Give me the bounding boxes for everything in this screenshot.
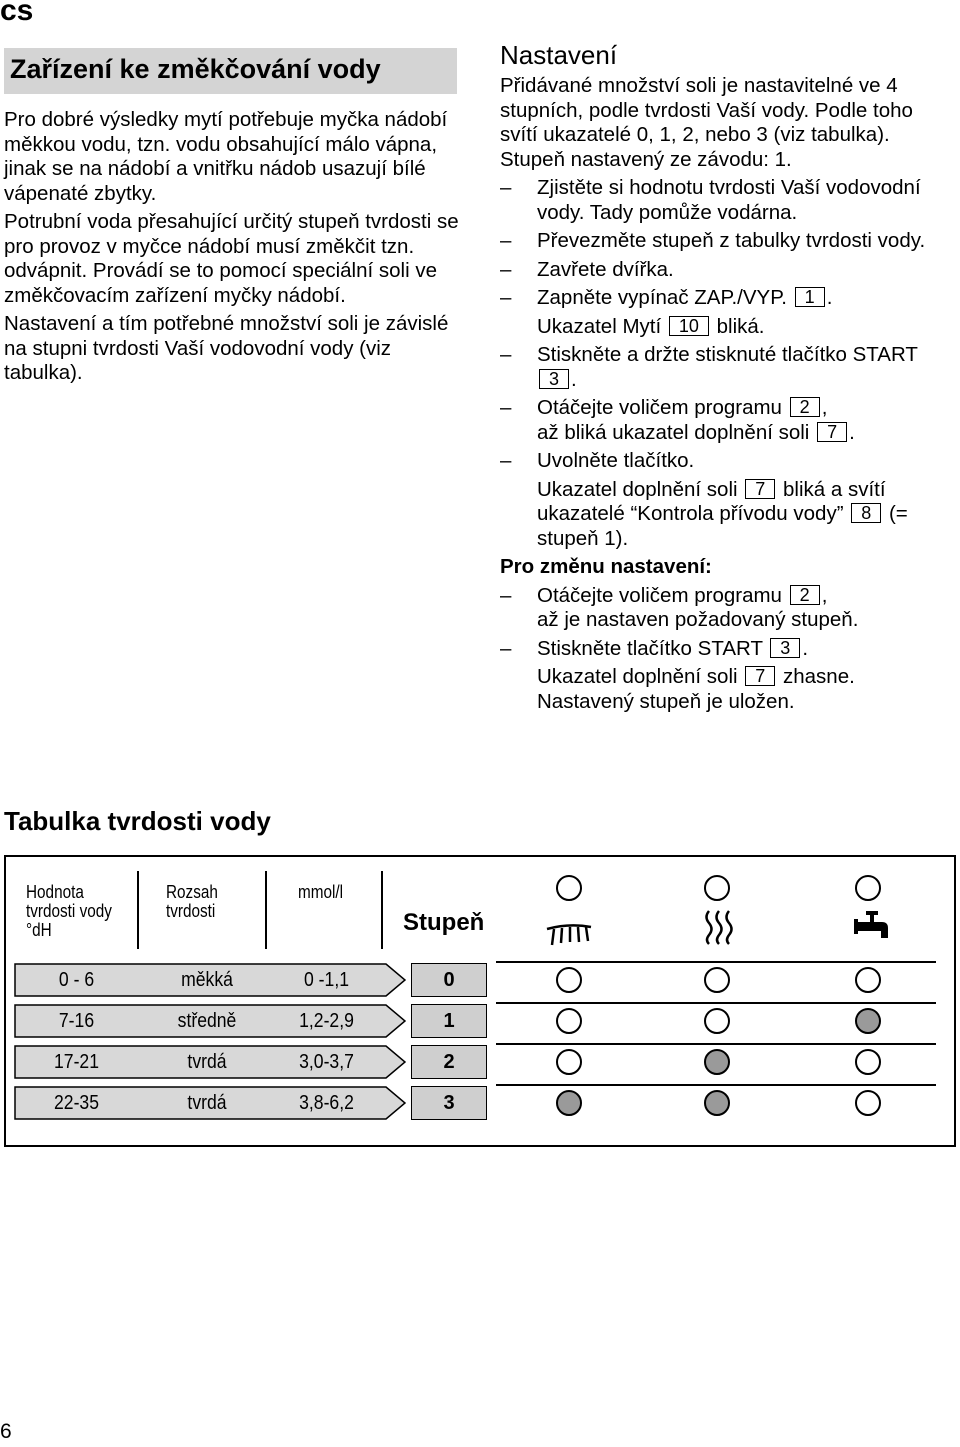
header-line: tvrdosti bbox=[166, 901, 216, 921]
cell-mmol: 0 -1,1 bbox=[303, 969, 350, 991]
table-title: Tabulka tvrdosti vody bbox=[4, 806, 271, 836]
key-ref: 10 bbox=[669, 316, 709, 336]
paragraph: Potrubní voda přesahující určitý stupeň tvrdosti se pro provoz v myčce nádobí musí změkčit tzn. odvápnit. Provádí se to pomocí speciální soli ve změkčovacím zařízení myčky nádobí. bbox=[4, 210, 459, 307]
step-text: Otáčejte voličem programu bbox=[537, 396, 782, 419]
step-text: až bliká ukazatel doplnění soli bbox=[537, 420, 810, 444]
language-code: cs bbox=[0, 0, 34, 27]
step-text: Zapněte vypínač ZAP./VYP. bbox=[537, 286, 787, 309]
water-tap-icon bbox=[854, 911, 890, 947]
section-title: Zařízení ke změkčování vody bbox=[10, 54, 381, 84]
indicator-lamp bbox=[704, 1049, 730, 1075]
dash: – bbox=[500, 396, 512, 419]
step: – Otáčejte voličem programu 2 , až bliká ukazatel doplnění soli 7 . bbox=[500, 396, 855, 444]
step-text: Otáčejte voličem programu bbox=[537, 583, 782, 607]
indicator-lamp bbox=[556, 1049, 582, 1075]
step-note bbox=[500, 315, 955, 340]
step: – Zapněte vypínač ZAP./VYP. 1 . bbox=[500, 286, 833, 309]
level-badge: 3 bbox=[411, 1086, 487, 1120]
indicator-lamp bbox=[704, 967, 730, 993]
level-badge: 1 bbox=[411, 1004, 487, 1038]
cell-mmol: 1,2-2,9 bbox=[299, 1010, 354, 1032]
step-text: Převezměte stupeň z tabulky tvrdosti vody. bbox=[537, 229, 926, 252]
table-row bbox=[14, 1086, 406, 1120]
section-title-bar bbox=[4, 48, 457, 94]
header-mmol: mmol/l bbox=[298, 882, 344, 902]
step-note bbox=[500, 665, 955, 714]
dash: – bbox=[500, 286, 512, 309]
step: – Stiskněte tlačítko START 3 . bbox=[500, 636, 809, 660]
settings-section bbox=[500, 40, 955, 718]
step-text: Stiskněte tlačítko START bbox=[537, 636, 763, 660]
dash: – bbox=[500, 583, 512, 607]
row-divider bbox=[496, 1084, 936, 1086]
note-text: bliká a svítí ukazatelé “Kontrola přívodu vody” bbox=[537, 477, 886, 525]
cell-dh: 7-16 bbox=[58, 1010, 95, 1032]
step-note bbox=[500, 478, 955, 552]
key-ref: 2 bbox=[790, 397, 820, 417]
paragraph: Pro dobré výsledky mytí potřebuje myčka nádobí měkkou vodu, tzn. vodu obsahující málo vápna, jinak se na nádobí a vnitřku nádob usazují bílé vápenaté zbytky. bbox=[4, 108, 448, 205]
header-line: °dH bbox=[26, 920, 52, 940]
note-text: bliká. bbox=[716, 314, 765, 338]
note-text: (= stupeň 1). bbox=[537, 502, 908, 550]
cell-range: měkká bbox=[181, 969, 233, 991]
cell-dh: 0 - 6 bbox=[58, 969, 95, 991]
divider bbox=[265, 871, 267, 949]
settings-heading: Nastavení bbox=[500, 40, 618, 70]
cell-dh: 17-21 bbox=[53, 1051, 100, 1073]
dash: – bbox=[500, 449, 512, 472]
header-line: Rozsah bbox=[166, 882, 218, 902]
key-ref: 1 bbox=[795, 287, 825, 307]
key-ref: 7 bbox=[817, 422, 847, 442]
indicator-lamp bbox=[556, 967, 582, 993]
cell-range: tvrdá bbox=[187, 1051, 227, 1073]
note-text: Ukazatel doplnění soli bbox=[537, 665, 738, 688]
note-text: Nastavený stupeň je uložen. bbox=[537, 689, 795, 713]
table-row bbox=[14, 963, 406, 997]
table-row bbox=[14, 1045, 406, 1079]
indicator-lamp bbox=[556, 1090, 582, 1116]
table-row bbox=[14, 1004, 406, 1038]
indicator-lamp bbox=[556, 875, 582, 901]
salt-steam-icon bbox=[703, 909, 737, 945]
row-divider bbox=[496, 1002, 936, 1004]
paragraph: Nastavení a tím potřebné množství soli je závislé na stupni tvrdosti Vaší vodovodní vody (viz tabulka). bbox=[4, 312, 449, 384]
step bbox=[500, 176, 955, 225]
indicator-lamp bbox=[855, 1008, 881, 1034]
indicator-lamp bbox=[855, 1090, 881, 1116]
settings-intro: Přidávané množství soli je nastavitelné ve 4 stupních, podle tvrdosti Vaší vody. Podle toho svítí ukazatelé 0, 1, 2, nebo 3 (viz tabulka). Stupeň nastavený ze závodu: 1. bbox=[500, 74, 913, 171]
indicator-lamp bbox=[704, 1008, 730, 1034]
dash: – bbox=[500, 257, 512, 281]
note-text: zhasne. bbox=[783, 665, 855, 688]
key-ref: 8 bbox=[851, 503, 881, 523]
dash: – bbox=[500, 176, 512, 199]
hardness-table bbox=[4, 855, 956, 1147]
header-level: Stupeň bbox=[403, 909, 485, 936]
step bbox=[500, 449, 955, 474]
cell-dh: 22-35 bbox=[53, 1092, 100, 1114]
note-text: Ukazatel Mytí bbox=[537, 314, 662, 338]
key-ref: 3 bbox=[770, 638, 800, 658]
step-text: Zjistěte si hodnotu tvrdosti Vaší vodovodní vody. Tady pomůže vodárna. bbox=[537, 176, 921, 224]
header-range bbox=[166, 883, 218, 921]
dash: – bbox=[500, 636, 512, 660]
indicator-lamp bbox=[855, 875, 881, 901]
step-text: Zavřete dvířka. bbox=[537, 257, 674, 281]
indicator-lamp bbox=[704, 875, 730, 901]
step bbox=[500, 229, 955, 254]
divider bbox=[137, 871, 139, 949]
dash: – bbox=[500, 229, 512, 252]
intro-text bbox=[4, 108, 464, 390]
row-divider bbox=[496, 1043, 936, 1045]
cell-mmol: 3,8-6,2 bbox=[299, 1092, 354, 1114]
cell-mmol: 3,0-3,7 bbox=[299, 1051, 354, 1073]
step: – Otáčejte voličem programu 2 , až je nastaven požadovaný stupeň. bbox=[500, 583, 859, 631]
divider bbox=[381, 871, 383, 949]
step-text: Stiskněte a držte stisknuté tlačítko START bbox=[537, 343, 918, 366]
level-badge: 2 bbox=[411, 1045, 487, 1079]
change-heading: Pro změnu nastavení: bbox=[500, 555, 712, 578]
header-line: tvrdosti vody bbox=[26, 901, 112, 921]
dash: – bbox=[500, 343, 512, 366]
header-dh bbox=[26, 883, 112, 940]
indicator-lamp bbox=[855, 1049, 881, 1075]
key-ref: 3 bbox=[539, 369, 569, 389]
level-badge: 0 bbox=[411, 963, 487, 997]
cell-range: středně bbox=[177, 1010, 237, 1032]
step-text: až je nastaven požadovaný stupeň. bbox=[537, 608, 859, 631]
note-text: Ukazatel doplnění soli bbox=[537, 477, 738, 501]
indicator-lamp bbox=[855, 967, 881, 993]
row-divider bbox=[496, 961, 936, 963]
cell-range: tvrdá bbox=[187, 1092, 227, 1114]
header-line: Hodnota bbox=[26, 882, 84, 902]
rinse-aid-icon bbox=[544, 921, 594, 947]
step-text: Uvolněte tlačítko. bbox=[537, 449, 695, 472]
key-ref: 7 bbox=[745, 479, 775, 499]
key-ref: 2 bbox=[790, 585, 820, 605]
step: – Stiskněte a držte stisknuté tlačítko START 3 . bbox=[500, 343, 918, 391]
step bbox=[500, 258, 955, 283]
key-ref: 7 bbox=[745, 666, 775, 686]
indicator-lamp bbox=[704, 1090, 730, 1116]
page-number: 6 bbox=[0, 1420, 12, 1443]
indicator-lamp bbox=[556, 1008, 582, 1034]
